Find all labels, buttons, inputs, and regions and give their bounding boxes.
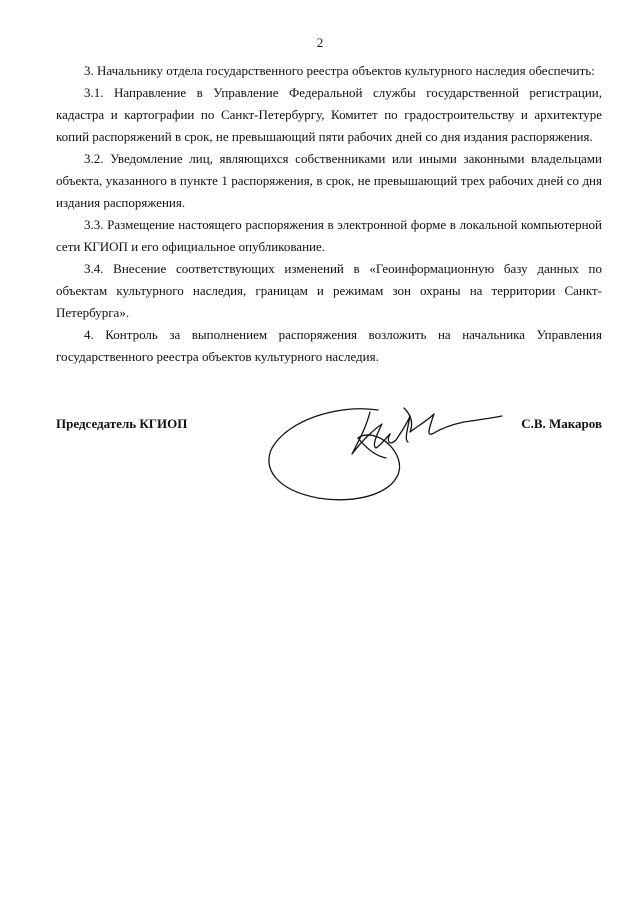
paragraph-3-1: 3.1. Направление в Управление Федеральной службы государственной регистрации, кадастра и картографии по Санкт-Петербургу, Комитет по градостроительству и архитектуре копий распоряжений в срок, не превышающий пяти рабочих дней со дня издания распоряжения. — [56, 85, 602, 144]
paragraph-3-2: 3.2. Уведомление лиц, являющихся собственниками или иными законными владельцами объекта, указанного в пункте 1 распоряжения, в срок, не превышающий трех рабочих дней со дня издания распоряжения. — [56, 151, 602, 210]
signatory-title: Председатель КГИОП — [56, 416, 188, 431]
signatory-name: С.В. Макаров — [521, 416, 602, 431]
paragraph-3-4: 3.4. Внесение соответствующих изменений в «Геоинформационную базу данных по объектам культурного наследия, границам и режимам зон охраны на территории Санкт-Петербурга». — [56, 261, 602, 320]
paragraph-3-3: 3.3. Размещение настоящего распоряжения в электронной форме в локальной компьютерной сети КГИОП и его официальное опубликование. — [56, 217, 602, 254]
handwritten-signature — [258, 398, 508, 508]
paragraph-4: 4. Контроль за выполнением распоряжения возложить на начальника Управления государственного реестра объектов культурного наследия. — [56, 327, 602, 364]
page-number: 2 — [316, 35, 324, 50]
paragraph-3: 3. Начальнику отдела государственного реестра объектов культурного наследия обеспечить: — [84, 63, 595, 78]
document-body — [56, 60, 602, 368]
